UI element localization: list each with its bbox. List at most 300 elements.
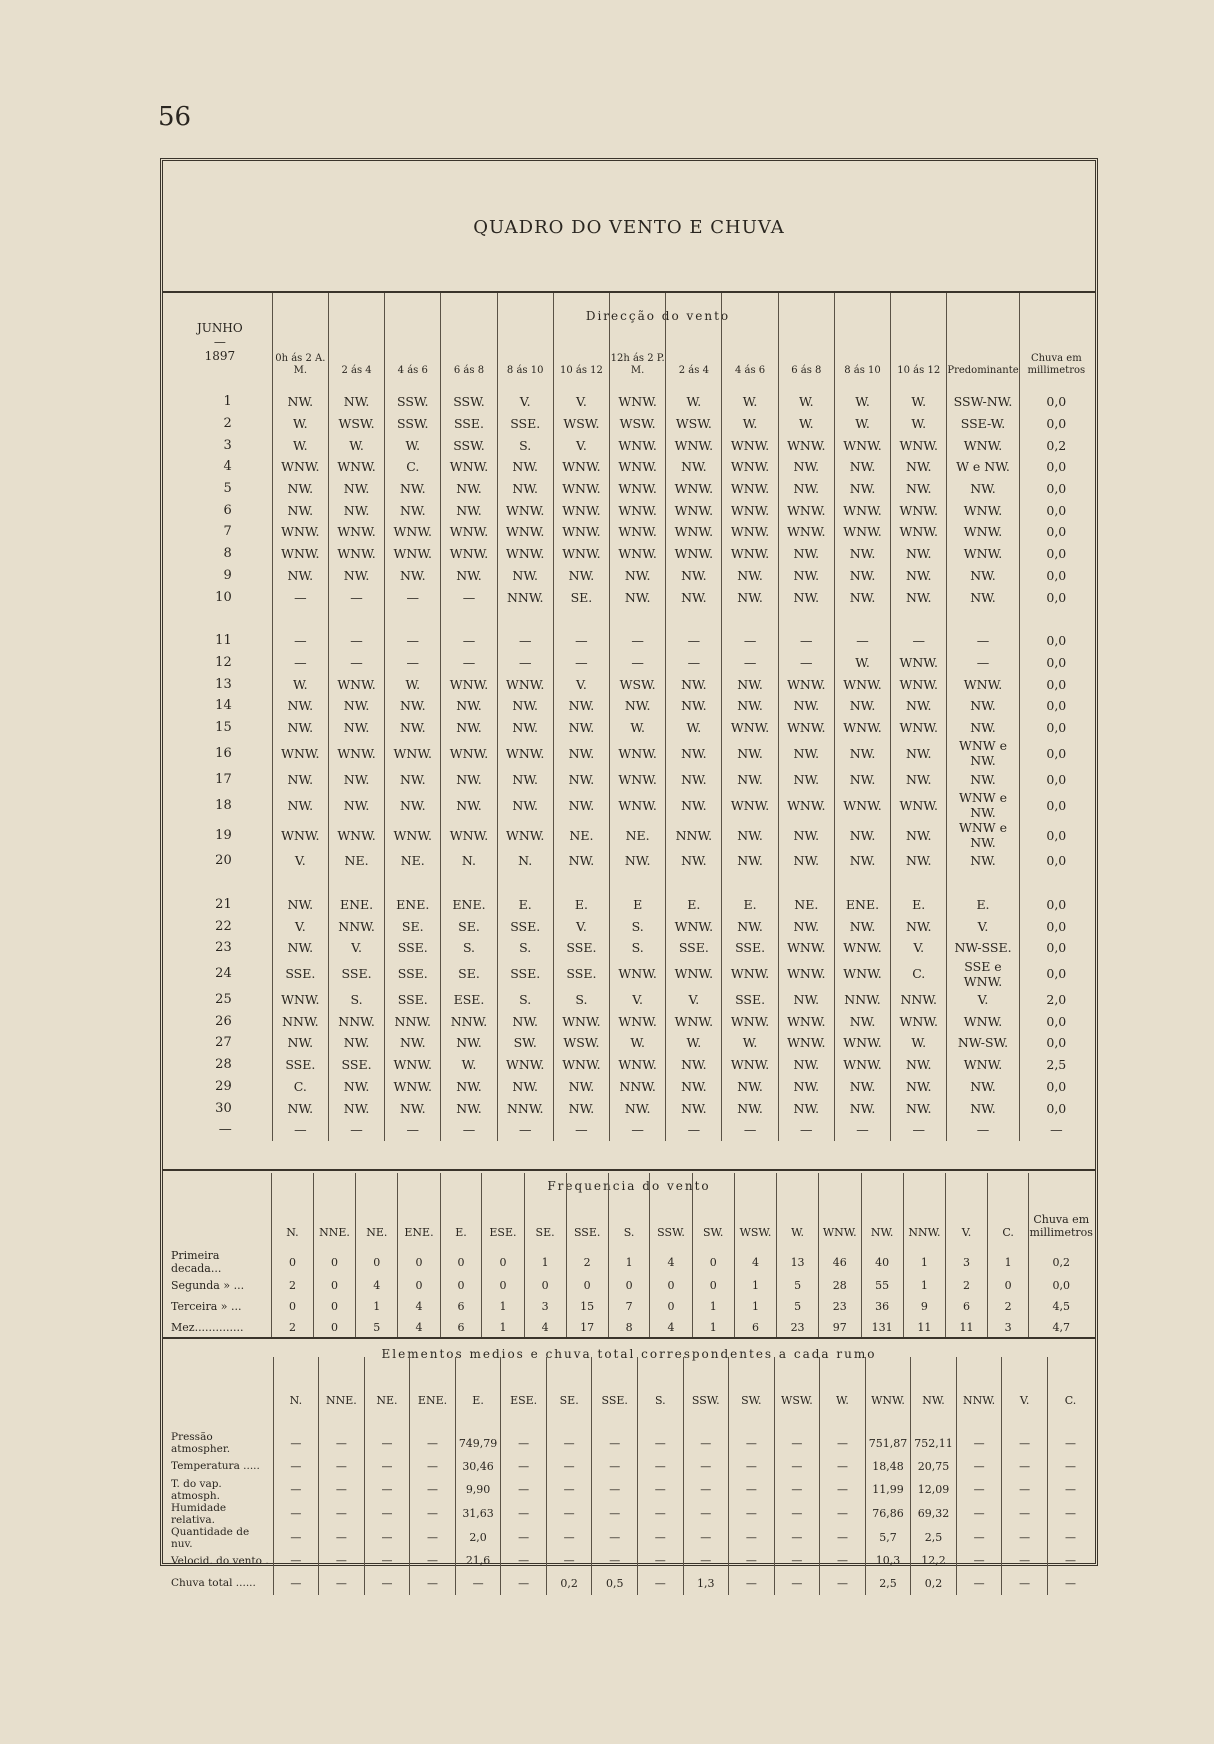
wind-direction-cell: NW. — [891, 1076, 947, 1098]
rain-cell: 0,0 — [1019, 1076, 1093, 1098]
element-value-cell: — — [774, 1455, 820, 1478]
wind-direction-cell: NE. — [385, 850, 441, 872]
rain-cell: 0,0 — [1019, 413, 1093, 435]
month-header — [168, 293, 272, 391]
wind-direction-cell: WNW. — [722, 456, 778, 478]
table-row — [168, 543, 1093, 565]
element-value-cell: — — [637, 1478, 683, 1502]
gap-cell — [722, 608, 778, 630]
wind-direction-cell: NW. — [778, 820, 834, 850]
wind-direction-cell: S. — [497, 989, 553, 1011]
wind-direction-cell: NW. — [947, 768, 1019, 790]
frequency-cell: 2 — [946, 1275, 988, 1296]
rain-cell: 0,0 — [1019, 586, 1093, 608]
wind-direction-cell: NW. — [666, 586, 722, 608]
wind-direction-cell: WNW e NW. — [947, 738, 1019, 768]
wind-direction-cell: NW. — [553, 790, 609, 820]
wind-direction-cell: WNW. — [441, 673, 497, 695]
wind-direction-cell: — — [441, 586, 497, 608]
wind-direction-cell: WNW. — [666, 543, 722, 565]
frequency-cell: 0 — [398, 1249, 440, 1275]
wind-direction-cell: SSW. — [441, 434, 497, 456]
table-row — [168, 989, 1093, 1011]
element-value-cell: — — [319, 1455, 365, 1478]
wind-direction-cell: NW. — [328, 695, 384, 717]
wind-direction-cell: NW. — [834, 478, 890, 500]
direction-column-header: NNW. — [956, 1357, 1002, 1431]
wind-direction-cell: E. — [722, 894, 778, 916]
wind-direction-cell: S. — [441, 937, 497, 959]
wind-direction-cell: NW. — [947, 565, 1019, 587]
wind-direction-cell: WNW e NW. — [947, 790, 1019, 820]
row-label: Terceira » ... — [171, 1300, 242, 1313]
wind-direction-cell: WNW. — [834, 937, 890, 959]
wind-direction-cell: — — [328, 652, 384, 674]
month-dash: — — [213, 335, 226, 349]
wind-direction-cell: WNW. — [891, 717, 947, 739]
frequency-cell: 0 — [482, 1249, 524, 1275]
table-row — [168, 565, 1093, 587]
day-number: 5 — [223, 481, 232, 497]
wind-direction-cell: WNW. — [891, 1010, 947, 1032]
wind-direction-cell: NW. — [328, 1097, 384, 1119]
wind-direction-cell: — — [328, 630, 384, 652]
frequency-cell: 6 — [440, 1317, 482, 1338]
wind-direction-cell: NNW. — [891, 989, 947, 1011]
wind-direction-cell: NW. — [497, 790, 553, 820]
wind-direction-cell: NW. — [385, 1097, 441, 1119]
wind-direction-cell: — — [947, 652, 1019, 674]
wind-direction-cell: NW. — [666, 1054, 722, 1076]
rain-cell: 0,0 — [1019, 456, 1093, 478]
blank-header — [168, 1173, 272, 1249]
table-row — [168, 456, 1093, 478]
day-number: 3 — [223, 437, 232, 453]
rain-column-header: Chuva em millimetros — [1029, 1173, 1093, 1249]
wind-direction-cell: ESE. — [441, 989, 497, 1011]
wind-direction-cell: WNW. — [666, 521, 722, 543]
rain-cell: 0,0 — [1019, 652, 1093, 674]
direction-column-header: SSE. — [566, 1173, 608, 1249]
wind-direction-cell: NW. — [722, 1097, 778, 1119]
time-column-header — [497, 293, 553, 391]
wind-direction-cell: SSE. — [497, 959, 553, 989]
table-row — [168, 1526, 1093, 1550]
direction-column-header: S. — [637, 1357, 683, 1431]
wind-direction-cell: NW. — [553, 1097, 609, 1119]
element-value-cell: — — [273, 1455, 319, 1478]
wind-direction-cell: NW. — [891, 695, 947, 717]
time-column-header — [553, 293, 609, 391]
wind-direction-cell: WNW. — [891, 499, 947, 521]
direction-column-header: SW. — [729, 1357, 775, 1431]
gap-cell — [168, 872, 272, 894]
rain-cell: 0,0 — [1019, 790, 1093, 820]
rain-cell: 0,0 — [1019, 478, 1093, 500]
wind-direction-cell: WNW. — [272, 521, 328, 543]
frequency-cell: 0 — [692, 1275, 734, 1296]
wind-direction-cell: W. — [891, 1032, 947, 1054]
wind-direction-cell: W. — [610, 717, 666, 739]
element-value-cell: — — [774, 1431, 820, 1455]
wind-direction-cell: — — [385, 652, 441, 674]
frequency-cell: 0 — [608, 1275, 650, 1296]
wind-direction-cell: WNW. — [610, 543, 666, 565]
day-number: 10 — [215, 589, 232, 605]
element-value-cell: — — [956, 1431, 1002, 1455]
wind-direction-cell: NW. — [722, 738, 778, 768]
wind-direction-cell: NW. — [666, 673, 722, 695]
wind-direction-cell: — — [722, 630, 778, 652]
element-value-cell: — — [1002, 1455, 1048, 1478]
wind-direction-cell: WNW. — [441, 820, 497, 850]
frequency-cell: 1 — [482, 1317, 524, 1338]
wind-direction-cell: SSE. — [272, 959, 328, 989]
day-number: 23 — [215, 940, 232, 956]
wind-direction-cell: WNW. — [722, 478, 778, 500]
direction-column-header: SSW. — [650, 1173, 692, 1249]
wind-direction-cell: NW. — [666, 768, 722, 790]
element-value-cell: — — [410, 1572, 456, 1595]
wind-direction-cell: NW. — [610, 1097, 666, 1119]
element-value-cell: — — [820, 1572, 866, 1595]
wind-direction-cell: NW. — [834, 738, 890, 768]
direction-column-header: WSW. — [734, 1173, 777, 1249]
table-row — [168, 1431, 1093, 1455]
wind-direction-cell: NW. — [947, 850, 1019, 872]
table-row — [168, 1317, 1093, 1338]
direction-column-header: SE. — [546, 1357, 592, 1431]
element-value-cell: 0,2 — [546, 1572, 592, 1595]
wind-direction-cell: WNW. — [441, 543, 497, 565]
wind-direction-cell: NNW. — [328, 1010, 384, 1032]
frequency-title: Frequencia do vento — [547, 1179, 711, 1193]
wind-direction-cell: NW. — [385, 565, 441, 587]
rain-cell: 0,0 — [1019, 959, 1093, 989]
wind-direction-cell: — — [272, 1119, 328, 1141]
frequency-cell: 0 — [313, 1317, 355, 1338]
element-value-cell: 9,90 — [455, 1478, 501, 1502]
table-row — [168, 1296, 1093, 1317]
wind-direction-cell: WNW. — [778, 937, 834, 959]
wind-direction-cell: SSW. — [385, 413, 441, 435]
wind-direction-cell: NW. — [272, 565, 328, 587]
element-value-cell: — — [592, 1502, 638, 1526]
wind-direction-cell: NW. — [497, 456, 553, 478]
wind-direction-cell: WNW. — [497, 499, 553, 521]
rain-cell: 0,2 — [1019, 434, 1093, 456]
element-value-cell: — — [683, 1526, 729, 1550]
wind-direction-cell: NW. — [891, 915, 947, 937]
wind-direction-cell: NW. — [722, 673, 778, 695]
wind-direction-cell: — — [497, 1119, 553, 1141]
wind-direction-cell: V. — [610, 989, 666, 1011]
wind-direction-cell: W. — [666, 717, 722, 739]
table-row — [168, 915, 1093, 937]
element-value-cell: 752,11 — [911, 1431, 957, 1455]
time-column-header — [891, 293, 947, 391]
frequency-cell: 131 — [861, 1317, 903, 1338]
rain-cell: 0,0 — [1019, 499, 1093, 521]
direction-column-header: WNW. — [865, 1357, 911, 1431]
wind-direction-cell: WNW. — [947, 1054, 1019, 1076]
row-label: T. do vap. atmosph. — [171, 1477, 222, 1502]
frequency-cell: 0 — [524, 1275, 566, 1296]
wind-direction-cell: WNW. — [497, 738, 553, 768]
gap-cell — [947, 872, 1019, 894]
element-value-cell: 76,86 — [865, 1502, 911, 1526]
day-number: 9 — [223, 567, 232, 583]
wind-direction-cell: E. — [497, 894, 553, 916]
frequency-cell: 11 — [903, 1317, 946, 1338]
rain-cell: 0,0 — [1019, 695, 1093, 717]
element-value-cell: — — [774, 1572, 820, 1595]
wind-direction-cell: SSW-NW. — [947, 391, 1019, 413]
element-value-cell: 2,0 — [455, 1526, 501, 1550]
wind-direction-cell: NW. — [441, 1032, 497, 1054]
wind-direction-cell: V. — [272, 915, 328, 937]
wind-direction-cell: SSE. — [385, 937, 441, 959]
wind-direction-cell: WNW. — [497, 521, 553, 543]
element-value-cell: — — [592, 1431, 638, 1455]
month-label: JUNHO — [196, 321, 243, 335]
wind-direction-cell: WNW. — [722, 1010, 778, 1032]
wind-direction-cell: WSW. — [610, 673, 666, 695]
frequency-cell: 2 — [272, 1317, 314, 1338]
frequency-cell: 46 — [818, 1249, 861, 1275]
wind-direction-cell: NW. — [385, 695, 441, 717]
wind-direction-cell: WNW. — [947, 673, 1019, 695]
wind-direction-cell: SSE. — [722, 937, 778, 959]
day-number: 30 — [215, 1100, 232, 1116]
wind-direction-cell: NW. — [947, 586, 1019, 608]
frequency-cell: 2 — [987, 1296, 1029, 1317]
gap-cell — [441, 608, 497, 630]
element-value-cell: — — [319, 1431, 365, 1455]
wind-direction-cell: NW. — [272, 717, 328, 739]
wind-direction-cell: NW. — [947, 717, 1019, 739]
divider — [163, 1169, 1095, 1171]
wind-direction-cell: WNW. — [947, 543, 1019, 565]
wind-direction-cell: NW. — [891, 586, 947, 608]
frequency-cell: 23 — [818, 1296, 861, 1317]
wind-direction-cell: NW. — [947, 1076, 1019, 1098]
rain-cell: 0,0 — [1019, 937, 1093, 959]
frequency-cell: 0 — [482, 1275, 524, 1296]
table-title: QUADRO DO VENTO E CHUVA — [473, 217, 785, 238]
frequency-cell: 17 — [566, 1317, 608, 1338]
wind-direction-cell: SSE. — [385, 989, 441, 1011]
element-value-cell: — — [455, 1572, 501, 1595]
wind-direction-cell: W. — [891, 391, 947, 413]
wind-direction-cell: SSE. — [722, 989, 778, 1011]
wind-direction-cell: NW. — [778, 915, 834, 937]
day-number: 15 — [215, 719, 232, 735]
wind-direction-cell: NW. — [778, 1054, 834, 1076]
wind-direction-cell: — — [947, 630, 1019, 652]
element-value-cell: — — [364, 1455, 410, 1478]
wind-direction-cell: WNW. — [778, 1010, 834, 1032]
column-label: 6 ás 8 — [791, 365, 822, 376]
wind-direction-cell: NW. — [272, 937, 328, 959]
table-row — [168, 1478, 1093, 1502]
wind-direction-cell: NW. — [834, 456, 890, 478]
frequency-cell: 4 — [398, 1317, 440, 1338]
wind-direction-cell: V. — [553, 673, 609, 695]
wind-direction-cell: NW. — [610, 850, 666, 872]
column-label: 8 ás 10 — [844, 365, 881, 376]
frequency-cell: 1 — [524, 1249, 566, 1275]
wind-direction-cell: WNW. — [272, 543, 328, 565]
decade-gap-row — [168, 608, 1093, 630]
table-row — [168, 717, 1093, 739]
wind-direction-cell: NW. — [891, 478, 947, 500]
element-value-cell: — — [683, 1502, 729, 1526]
element-value-cell: 2,5 — [865, 1572, 911, 1595]
gap-cell — [1019, 872, 1093, 894]
wind-direction-cell: NW. — [891, 1097, 947, 1119]
wind-direction-cell: WNW. — [834, 790, 890, 820]
wind-direction-cell: WNW. — [666, 499, 722, 521]
frequency-cell: 7 — [608, 1296, 650, 1317]
time-column-header — [328, 293, 384, 391]
wind-direction-cell: — — [328, 586, 384, 608]
table-frame — [160, 158, 1098, 1590]
wind-direction-cell: WSW. — [553, 413, 609, 435]
rain-cell: 0,0 — [1019, 521, 1093, 543]
frequency-cell: 0 — [313, 1275, 355, 1296]
wind-direction-cell: NW. — [722, 1076, 778, 1098]
gap-cell — [441, 872, 497, 894]
wind-direction-cell: NW. — [272, 478, 328, 500]
wind-direction-cell: W. — [441, 1054, 497, 1076]
element-value-cell: — — [546, 1431, 592, 1455]
wind-direction-cell: — — [272, 586, 328, 608]
wind-direction-cell: WNW. — [778, 673, 834, 695]
wind-direction-header: Direcção do vento — [585, 309, 731, 323]
column-label: 6 ás 8 — [453, 365, 485, 376]
rain-cell: 0,0 — [1019, 543, 1093, 565]
wind-direction-cell: V. — [891, 937, 947, 959]
table-row — [168, 1572, 1093, 1595]
element-value-cell: — — [637, 1502, 683, 1526]
rain-cell: 0,0 — [1019, 915, 1093, 937]
element-value-cell: — — [364, 1526, 410, 1550]
row-label: Pressão atmospher. — [171, 1431, 231, 1455]
wind-direction-cell: WNW. — [891, 521, 947, 543]
wind-direction-cell: C. — [385, 456, 441, 478]
table-row — [168, 673, 1093, 695]
wind-header-row — [168, 293, 1093, 391]
rain-cell: 0,0 — [1019, 630, 1093, 652]
direction-column-header: SE. — [524, 1173, 566, 1249]
wind-direction-cell: NW. — [441, 790, 497, 820]
frequency-cell: 11 — [946, 1317, 988, 1338]
wind-direction-cell: WNW. — [947, 521, 1019, 543]
rain-cell: 0,0 — [1019, 738, 1093, 768]
rain-cell: 0,0 — [1019, 1032, 1093, 1054]
frequency-cell: 8 — [608, 1317, 650, 1338]
wind-direction-cell: NW. — [666, 565, 722, 587]
wind-direction-cell: WNW. — [385, 521, 441, 543]
wind-direction-cell: NW. — [553, 695, 609, 717]
frequency-cell: 13 — [777, 1249, 819, 1275]
rain-cell: 0,0 — [1029, 1275, 1093, 1296]
element-value-cell: — — [1047, 1455, 1093, 1478]
wind-direction-cell: SE. — [385, 915, 441, 937]
wind-direction-cell: S. — [610, 915, 666, 937]
page-number: 56 — [158, 102, 192, 132]
wind-direction-cell: WNW. — [441, 521, 497, 543]
wind-direction-cell: SSE. — [385, 959, 441, 989]
time-column-header — [834, 293, 890, 391]
frequency-cell: 1 — [903, 1275, 946, 1296]
wind-direction-cell: — — [328, 1119, 384, 1141]
gap-cell — [1019, 608, 1093, 630]
wind-direction-cell: NNW. — [328, 915, 384, 937]
wind-direction-cell: SE. — [441, 959, 497, 989]
wind-direction-cell: WNW. — [666, 915, 722, 937]
wind-direction-cell: WNW. — [834, 959, 890, 989]
frequency-cell: 0 — [650, 1296, 692, 1317]
element-value-cell: 2,5 — [911, 1526, 957, 1550]
wind-direction-cell: NW. — [834, 1097, 890, 1119]
wind-direction-cell: W. — [722, 1032, 778, 1054]
element-value-cell: — — [364, 1502, 410, 1526]
day-number: 29 — [215, 1078, 232, 1094]
wind-direction-cell: — — [947, 1119, 1019, 1141]
direction-column-header: V. — [946, 1173, 988, 1249]
element-value-cell: — — [820, 1431, 866, 1455]
rain-cell: 0,0 — [1019, 717, 1093, 739]
wind-direction-cell: WNW. — [834, 1032, 890, 1054]
wind-direction-cell: NW. — [553, 717, 609, 739]
element-value-cell: — — [592, 1455, 638, 1478]
wind-direction-cell: NW. — [272, 768, 328, 790]
wind-direction-cell: NW. — [666, 1097, 722, 1119]
element-value-cell: — — [729, 1572, 775, 1595]
wind-direction-cell: WNW. — [610, 434, 666, 456]
wind-direction-cell: — — [497, 652, 553, 674]
row-label: Quantidade de nuv. — [171, 1525, 250, 1550]
row-label: Velocid. do vento . — [171, 1554, 269, 1567]
wind-direction-cell: WNW. — [610, 456, 666, 478]
element-value-cell: 20,75 — [911, 1455, 957, 1478]
wind-direction-cell: NW. — [610, 695, 666, 717]
wind-direction-cell: SE. — [553, 586, 609, 608]
element-value-cell: — — [273, 1502, 319, 1526]
wind-direction-cell: W. — [722, 391, 778, 413]
wind-direction-cell: WNW. — [610, 768, 666, 790]
wind-direction-cell: WNW. — [553, 456, 609, 478]
table-row — [168, 413, 1093, 435]
element-value-cell: — — [956, 1550, 1002, 1573]
wind-direction-cell: W. — [610, 1032, 666, 1054]
frequency-cell: 0 — [650, 1275, 692, 1296]
day-number: 2 — [223, 416, 232, 432]
wind-direction-cell: WNW. — [891, 790, 947, 820]
wind-direction-cell: WNW. — [610, 738, 666, 768]
gap-cell — [272, 872, 328, 894]
table-row — [168, 738, 1093, 768]
wind-direction-cell: WNW. — [610, 521, 666, 543]
element-value-cell: — — [729, 1431, 775, 1455]
wind-direction-cell: NW. — [891, 850, 947, 872]
wind-direction-cell: — — [610, 1119, 666, 1141]
wind-direction-cell: NW. — [834, 695, 890, 717]
wind-direction-cell: — — [891, 630, 947, 652]
wind-direction-cell: NW. — [441, 565, 497, 587]
